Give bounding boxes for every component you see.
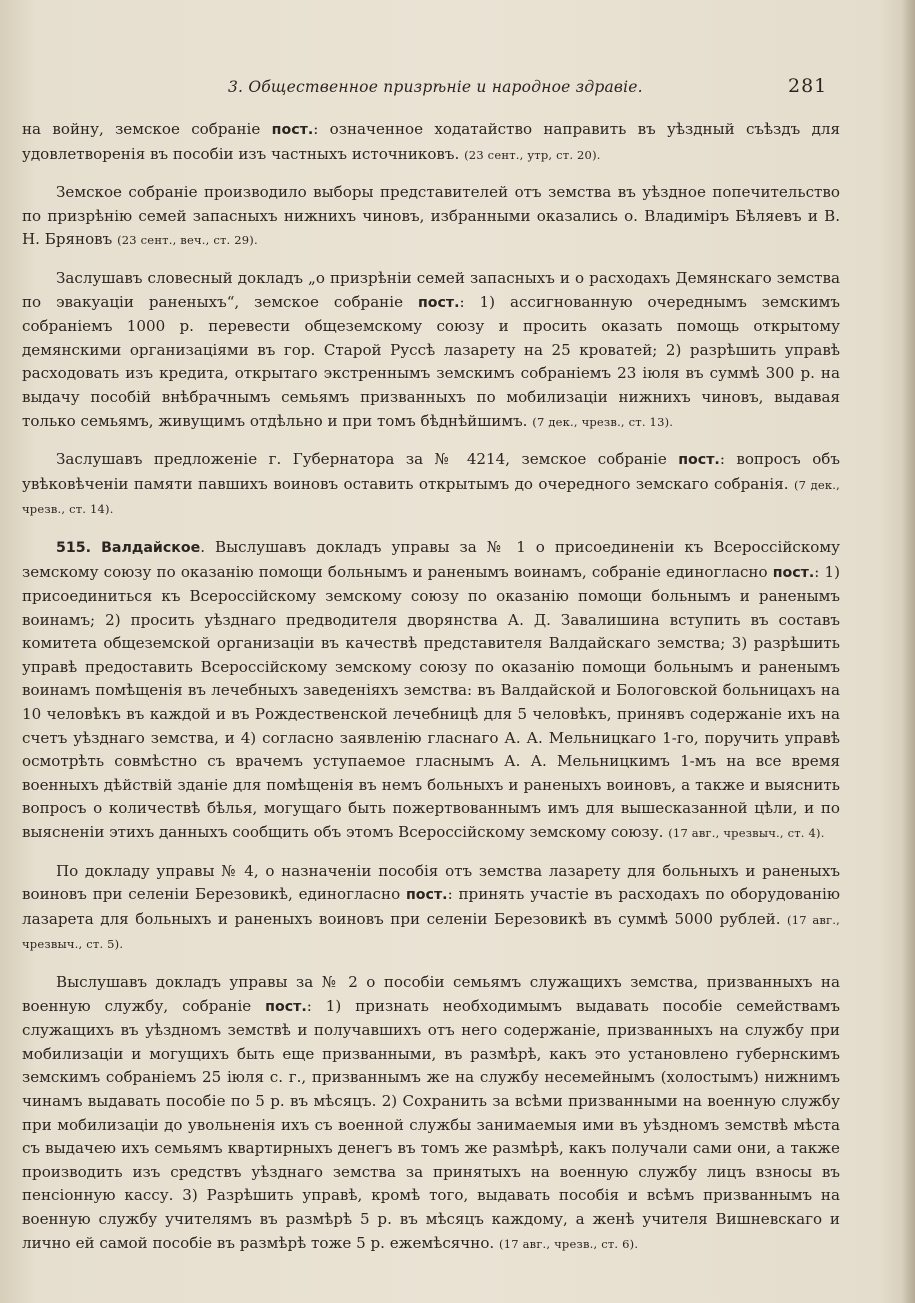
paragraph-text: Заслушавъ словесный докладъ „о призрѣніи семей запасныхъ и о расходахъ Демянскаго земства по эвакуаціи раненыхъ“, земское собраніе xyxy=(22,268,840,311)
paragraph-text: : 1) признать необходимымъ выдавать пособіе семействамъ служащихъ въ уѣздномъ земствѣ и получавшихъ отъ него содержаніе, призванныхъ на службу при мобилизаціи и могущихъ быть еще призванными, въ размѣрѣ, какъ это установлено губернскимъ земскимъ собраніемъ 25 іюля с. г., призваннымъ же на службу несемейнымъ (холостымъ) нижнимъ чинамъ выдавать пособіе по 5 р. въ мѣсяцъ. 2) Сохранить за всѣми призванными на военную службу при мобилизаціи до увольненія ихъ съ военной службы занимаемыя ими въ уѣздномъ земствѣ мѣста съ выдачею ихъ семьямъ квартирныхъ денегъ въ томъ же размѣрѣ, какъ получали сами они, а также производить изъ средствъ уѣзднаго земства за принятыхъ на военную службу лицъ взносы въ пенсіонную кассу. 3) Разрѣшить управѣ, кромѣ того, выдавать пособія и всѣмъ призваннымъ на военную службу учителямъ въ размѣрѣ 5 р. въ мѣсяцъ каждому, а женѣ учителя Вишневскаго и лично ей самой пособіе въ размѣрѣ тоже 5 р. ежемѣсячно. xyxy=(22,996,840,1252)
paragraph-text: : 1) присоединиться къ Всероссійскому земскому союзу по оказанію помощи больнымъ и раненымъ воинамъ; 2) просить уѣзднаго предводителя дворянства А. Д. Завалишина вступить въ составъ комитета общеземской организаціи въ качествѣ представителя Валдайскаго земства; 3) разрѣшить управѣ предоставить Всероссійскому земскому союзу по оказанію помощи больнымъ и раненымъ воинамъ помѣщенія въ лечебныхъ заведеніяхъ земства: въ Валдайской и Бологовской больницахъ на 10 человѣкъ въ каждой и въ Рождественской лечебницѣ для 5 человѣкъ, принявъ содержаніе ихъ на счетъ уѣзднаго земства, и 4) согласно заявленію гласнаго А. А. Мельницкаго 1-го, поручить управѣ осмотрѣть совмѣстно съ врачемъ уступаемое гласнымъ А. А. Мельницкимъ 1-мъ на все время военныхъ дѣйствій зданіе для помѣщенія въ немъ больныхъ и раненыхъ воиновъ, а также и выяснить вопросъ о количествѣ бѣлья, могущаго быть пожертвованнымъ имъ для вышесказанной цѣли, и по выясненіи этихъ данныхъ сообщить объ этомъ Всероссійскому земскому союзу. xyxy=(22,562,841,842)
page-header xyxy=(0,75,915,102)
running-head: 3. Общественное призрѣніе и народное здравіе. xyxy=(228,78,643,96)
resolution-marker: пост. xyxy=(405,887,448,904)
resolution-marker: пост. xyxy=(271,122,314,138)
page-number: 281 xyxy=(788,75,828,97)
paragraph-text: Выслушавъ докладъ управы за № 2 о пособіи семьямъ служащихъ земства, призванныхъ на военную службу, собраніе xyxy=(22,973,840,1015)
paragraph xyxy=(22,267,840,434)
session-reference: (23 сент., веч., ст. 29). xyxy=(117,233,258,248)
session-reference: (7 дек., чрезв., ст. 14). xyxy=(22,477,840,517)
binding-shadow xyxy=(901,0,915,1303)
session-reference: (23 сент., утр, ст. 20). xyxy=(464,147,601,162)
paragraph xyxy=(22,536,840,846)
paragraph-text: : означенное ходатайство направить въ уѣздный съѣздъ для удовлетворенія въ пособіи изъ частныхъ источниковъ. xyxy=(22,120,840,163)
paragraph-text: : вопросъ объ увѣковѣченіи памяти павшихъ воиновъ оставить открытымъ до очередного земскаго собранія. xyxy=(22,450,840,493)
resolution-marker: пост. xyxy=(678,452,720,469)
resolution-marker: пост. xyxy=(265,998,307,1015)
paragraph-text: Земское собраніе производило выборы представителей отъ земства въ уѣздное попечительство по призрѣнію семей запасныхъ нижнихъ чиновъ, избранными оказались о. Владиміръ Бѣляевъ и В. Н. Бряновъ xyxy=(22,183,840,249)
paragraph-text: на войну, земское собраніе xyxy=(22,120,272,138)
session-reference: (7 дек., чрезв., ст. 13). xyxy=(532,414,674,429)
page-body xyxy=(22,118,840,1270)
paragraph xyxy=(22,181,840,253)
paragraph xyxy=(22,971,840,1256)
session-reference: (17 авг., чрезвыч., ст. 5). xyxy=(22,912,840,952)
paragraph-text: Заслушавъ предложеніе г. Губернатора за № 4214, земское собраніе xyxy=(56,450,679,469)
session-reference: (17 авг., чрезв., ст. 6). xyxy=(499,1236,639,1251)
paragraph xyxy=(22,860,840,957)
section-heading: 515. Валдайское xyxy=(56,539,201,556)
paragraph xyxy=(22,448,840,522)
session-reference: (17 авг., чрезвыч., ст. 4). xyxy=(668,826,825,841)
resolution-marker: пост. xyxy=(772,564,815,581)
paragraph-text: . Выслушавъ докладъ управы за № 1 о присоединеніи къ Всероссійскому земскому союзу по оказанію помощи больнымъ и раненымъ воинамъ, собраніе единогласно xyxy=(22,537,840,581)
paragraph-text: : принять участіе въ расходахъ по оборудованію лазарета для больныхъ и раненыхъ воиновъ при селеніи Березовикѣ въ суммѣ 5000 рублей. xyxy=(22,885,840,928)
resolution-marker: пост. xyxy=(417,294,460,311)
paragraph-text: : 1) ассигнованную очереднымъ земскимъ собраніемъ 1000 р. перевести общеземскому союзу и просить оказать помощь открытому демянскими организаціями въ гор. Старой Руссѣ лазарету на 25 кроватей; 2) разрѣшить управѣ расходовать изъ кредита, открытаго экстреннымъ земскимъ собраніемъ 23 іюля въ суммѣ 300 р. на выдачу пособій внѣбрачнымъ семьямъ призванныхъ по мобилизаціи нижнихъ чиновъ, выдавая только семьямъ, живущимъ отдѣльно и при томъ бѣднѣйшимъ. xyxy=(22,292,840,430)
paragraph xyxy=(22,118,840,167)
paragraph-text: По докладу управы № 4, о назначеніи пособія отъ земства лазарету для больныхъ и раненыхъ воиновъ при селеніи Березовикѣ, единогласно xyxy=(22,861,840,904)
